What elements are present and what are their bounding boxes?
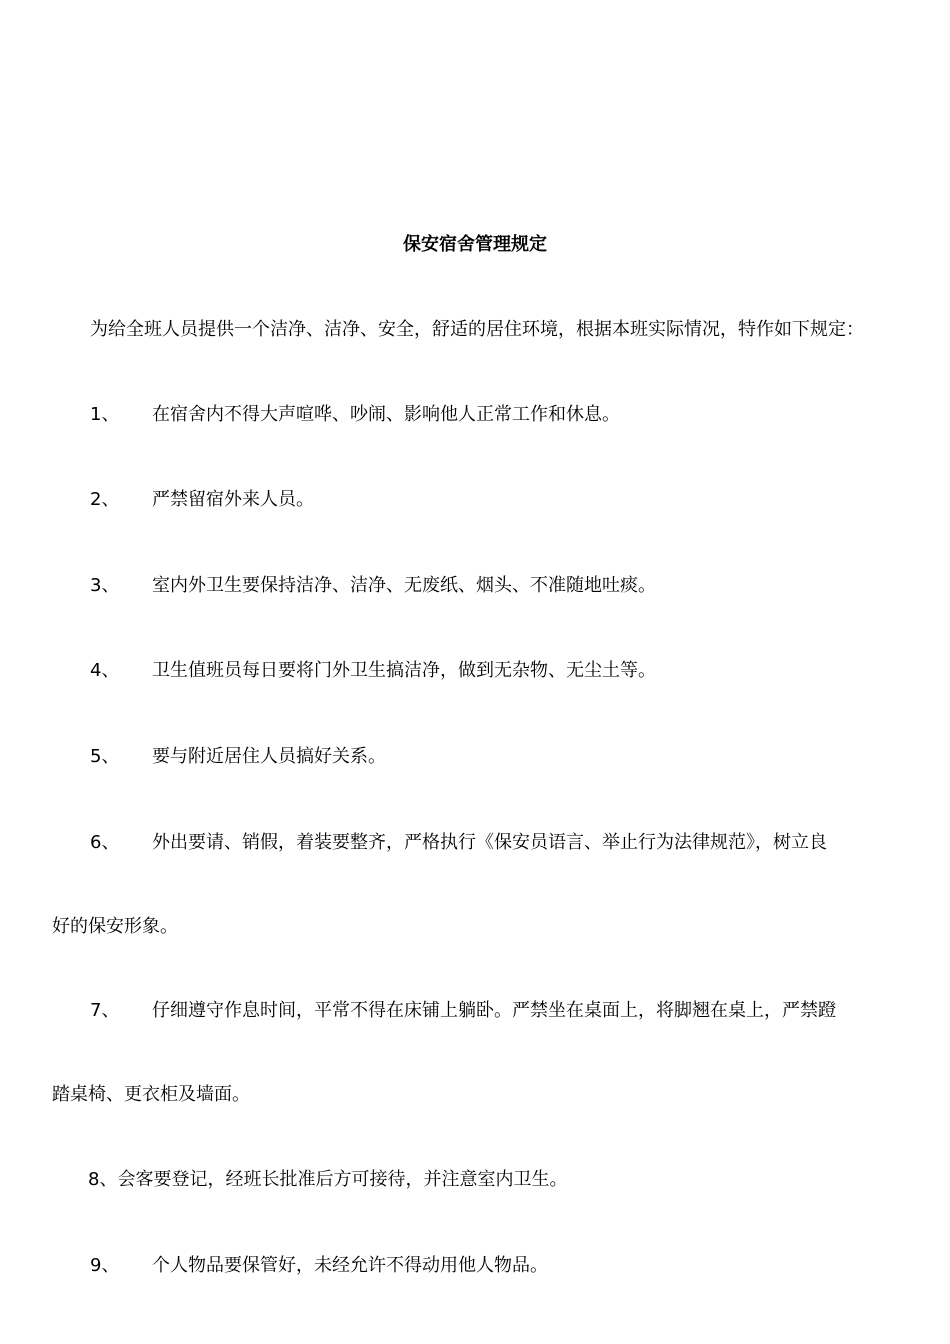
rule-item-7: [90, 998, 836, 1024]
rule-number: 6、: [90, 832, 120, 853]
rule-text: 个人物品要保管好，未经允许不得动用他人物品。: [152, 1255, 548, 1276]
rule-text: 仔细遵守作息时间，平常不得在床铺上躺卧。严禁坐在桌面上，将脚翘在桌上，严禁蹬: [152, 1000, 836, 1021]
rule-item-8: 8、会客要登记，经班长批准后方可接待，并注意室内卫生。: [88, 1169, 568, 1190]
rule-item-5: [90, 744, 386, 770]
rule-item-1: [90, 402, 620, 428]
rule-item-4: [90, 658, 656, 684]
rule-item-2: [90, 487, 314, 513]
rule-text: 卫生值班员每日要将门外卫生搞洁净，做到无杂物、无尘土等。: [152, 660, 656, 681]
page-title: 保安宿舍管理规定: [403, 234, 547, 255]
rule-number: 5、: [90, 746, 120, 767]
rule-text: 严禁留宿外来人员。: [152, 489, 314, 510]
rule-number: 4、: [90, 660, 120, 681]
rule-number: 3、: [90, 575, 120, 596]
rule-number: 7、: [90, 1000, 120, 1021]
rule-number: 9、: [90, 1255, 120, 1276]
rule-item-9: [90, 1253, 548, 1279]
rule-number: 2、: [90, 489, 120, 510]
rule-text: 要与附近居住人员搞好关系。: [152, 746, 386, 767]
rule-item-6-continuation: 好的保安形象。: [52, 916, 178, 937]
intro-paragraph: 为给全班人员提供一个洁净、洁净、安全，舒适的居住环境，根据本班实际情况，特作如下规定：: [90, 319, 864, 340]
rule-item-7-continuation: 踏桌椅、更衣柜及墙面。: [52, 1084, 250, 1105]
rule-text: 室内外卫生要保持洁净、洁净、无废纸、烟头、不准随地吐痰。: [152, 575, 656, 596]
rule-item-6: [90, 830, 827, 856]
rule-number: 1、: [90, 404, 120, 425]
rule-text: 外出要请、销假，着装要整齐，严格执行《保安员语言、举止行为法律规范》，树立良: [152, 832, 827, 853]
rule-item-3: [90, 573, 656, 599]
rule-text: 在宿舍内不得大声喧哗、吵闹、影响他人正常工作和休息。: [152, 404, 620, 425]
